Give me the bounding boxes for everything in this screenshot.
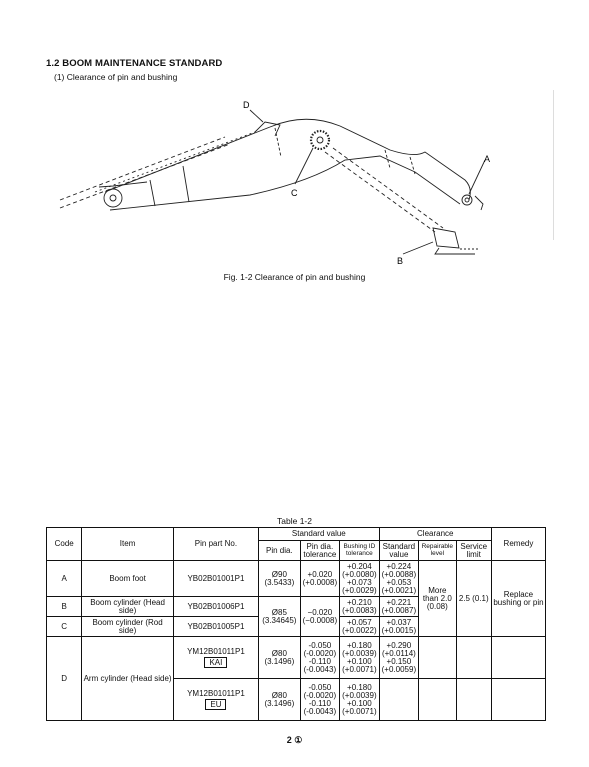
label-b: B xyxy=(397,256,404,266)
label-d: D xyxy=(243,100,250,110)
pin-dia-bc: Ø85 (3.34645) xyxy=(259,597,301,637)
bush-tol-a: +0.204 (+0.0080) +0.073 (+0.0029) xyxy=(340,561,380,597)
service-limit: 2.5 (0.1) xyxy=(456,561,491,637)
part-c: YB02B01005P1 xyxy=(173,617,258,637)
empty-cell xyxy=(491,679,545,721)
code-c: C xyxy=(47,617,82,637)
header-bushing-tolerance: Bushing ID tolerance xyxy=(340,541,380,561)
pin-tol-a: +0.020 (+0.0008) xyxy=(300,561,340,597)
bush-tol-d-eu: +0.180 (+0.0039) +0.100 (+0.0071) xyxy=(340,679,380,721)
pin-tol-bc: −0.020 (−0.0008) xyxy=(300,597,340,637)
std-d-kai: +0.290 (+0.0114) +0.150 (+0.0059) xyxy=(379,637,419,679)
kai-tag: KAI xyxy=(204,657,227,668)
table-row xyxy=(47,637,546,679)
std-a: +0.224 (+0.0088) +0.053 (+0.0021) xyxy=(379,561,419,597)
code-b: B xyxy=(47,597,82,617)
code-a: A xyxy=(47,561,82,597)
boom-diagram xyxy=(55,92,505,272)
header-item: Item xyxy=(82,528,173,561)
empty-cell xyxy=(379,679,419,721)
figure-caption: Fig. 1-2 Clearance of pin and bushing xyxy=(223,272,366,282)
table-caption: Table 1-2 xyxy=(277,516,312,526)
header-remedy: Remedy xyxy=(491,528,545,561)
pin-tol-d-kai: -0.050 (-0.0020) -0.110 (-0.0043) xyxy=(300,637,340,679)
repairable-level: More than 2.0 (0.08) xyxy=(419,561,456,637)
pin-dia-d-kai: Ø80 (3.1496) xyxy=(259,637,301,679)
pin-tol-d-eu: -0.050 (-0.0020) -0.110 (-0.0043) xyxy=(300,679,340,721)
header-repairable-level: Repairable level xyxy=(419,541,456,561)
header-code: Code xyxy=(47,528,82,561)
part-b: YB02B01006P1 xyxy=(173,597,258,617)
std-c: +0.037 (+0.0015) xyxy=(379,617,419,637)
header-standard-value: Standard value xyxy=(259,528,380,541)
table-row xyxy=(47,561,546,597)
item-b: Boom cylinder (Head side) xyxy=(82,597,173,617)
bush-tol-d-kai: +0.180 (+0.0039) +0.100 (+0.0071) xyxy=(340,637,380,679)
header-pin-dia: Pin dia. xyxy=(259,541,301,561)
label-a: A xyxy=(484,154,491,164)
item-a: Boom foot xyxy=(82,561,173,597)
remedy: Replace bushing or pin xyxy=(491,561,545,637)
bush-tol-b: +0.210 (+0.0083) xyxy=(340,597,380,617)
part-d-kai: YM12B01011P1 xyxy=(187,646,245,656)
empty-cell xyxy=(491,637,545,679)
part-d-eu-cell xyxy=(173,679,258,721)
header-std-value: Standard value xyxy=(379,541,419,561)
header-clearance: Clearance xyxy=(379,528,491,541)
empty-cell xyxy=(419,679,456,721)
eu-tag: EU xyxy=(205,699,226,710)
label-c: C xyxy=(291,188,298,198)
std-b: +0.221 (+0.0087) xyxy=(379,597,419,617)
clearance-table xyxy=(46,527,546,721)
header-service-limit: Service limit xyxy=(456,541,491,561)
header-pin-part-no: Pin part No. xyxy=(173,528,258,561)
empty-cell xyxy=(419,637,456,679)
page-number: 2 ① xyxy=(286,735,303,745)
header-pin-dia-tolerance: Pin dia. tolerance xyxy=(300,541,340,561)
part-d-eu: YM12B01011P1 xyxy=(187,688,245,698)
pin-dia-a: Ø90 (3.5433) xyxy=(259,561,301,597)
scan-artifact xyxy=(553,90,554,240)
section-subtitle: (1) Clearance of pin and bushing xyxy=(54,72,178,82)
empty-cell xyxy=(456,637,491,679)
empty-cell xyxy=(456,679,491,721)
code-d: D xyxy=(47,637,82,721)
section-title: 1.2 BOOM MAINTENANCE STANDARD xyxy=(46,58,223,69)
pin-dia-d-eu: Ø80 (3.1496) xyxy=(259,679,301,721)
part-d-kai-cell xyxy=(173,637,258,679)
item-c: Boom cylinder (Rod side) xyxy=(82,617,173,637)
bush-tol-c: +0.057 (+0.0022) xyxy=(340,617,380,637)
part-a: YB02B01001P1 xyxy=(173,561,258,597)
item-d: Arm cylinder (Head side) xyxy=(82,637,173,721)
